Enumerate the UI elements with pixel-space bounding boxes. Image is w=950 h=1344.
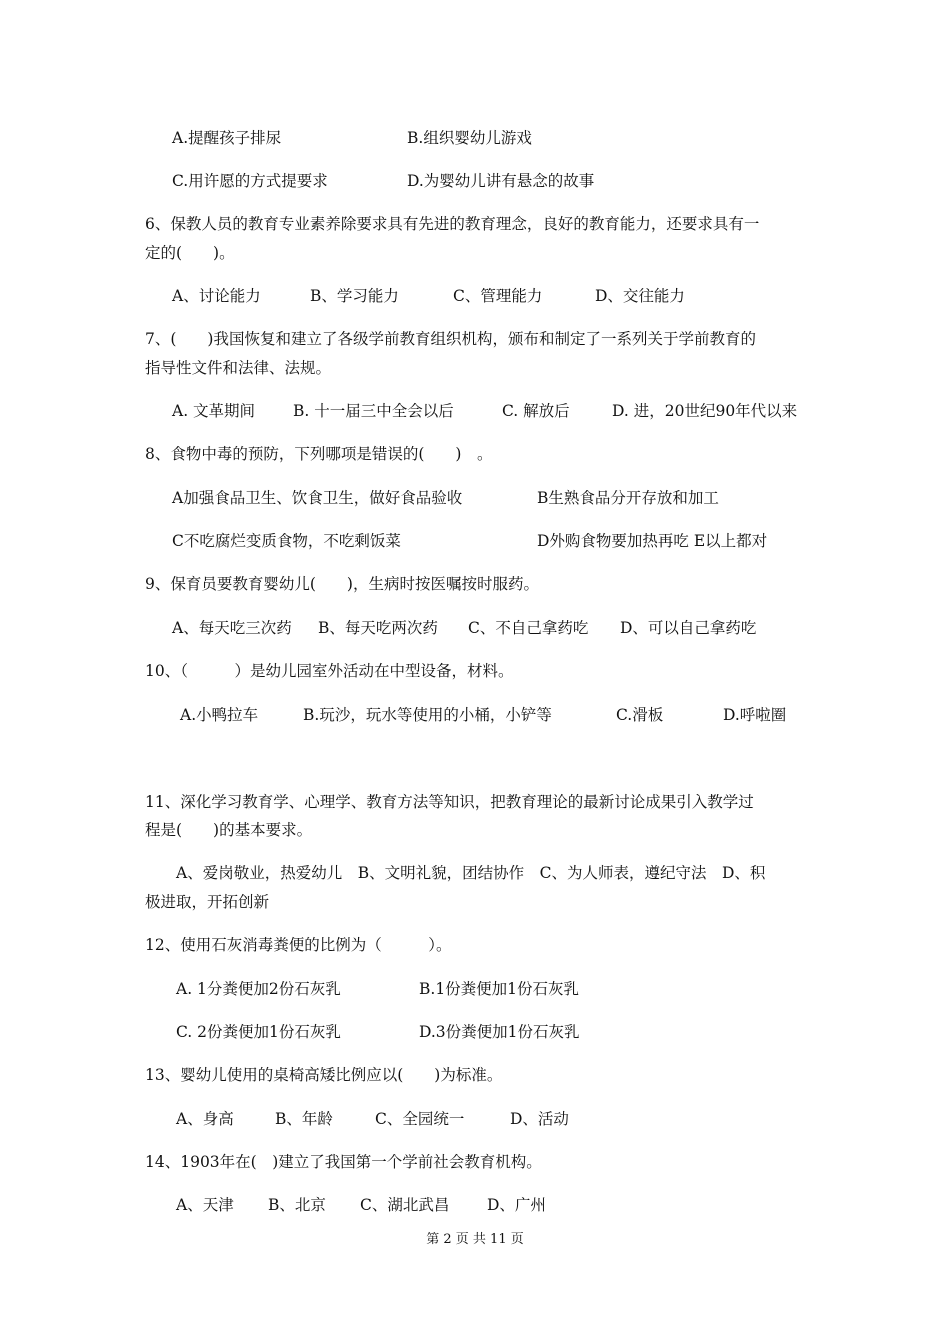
q10-question-line1: 10、（ ）是幼儿园室外活动在中型设备，材料。 <box>145 662 514 680</box>
q7-question-line2: 指导性文件和法律、法规。 <box>145 359 332 377</box>
q6-question-line2: 定的( )。 <box>145 244 235 262</box>
q9-option-d: D、可以自己拿药吃 <box>620 619 757 637</box>
page-footer: 第 2 页 共 11 页 <box>426 1232 524 1247</box>
q9-option-c: C、不自己拿药吃 <box>468 619 589 637</box>
q12-option-a: A. 1分粪便加2份石灰乳 <box>176 980 341 998</box>
q7-question-line1: 7、( )我国恢复和建立了各级学前教育组织机构，颁布和制定了一系列关于学前教育的 <box>145 330 756 348</box>
q8-option-c: C不吃腐烂变质食物，不吃剩饭菜 <box>172 532 401 550</box>
q12-question-line1: 12、使用石灰消毒粪便的比例为（ ）。 <box>145 936 452 954</box>
q6-option-d: D、交往能力 <box>595 287 685 305</box>
q14-question-line1: 14、1903年在( )建立了我国第一个学前社会教育机构。 <box>145 1153 542 1171</box>
q14-option-c: C、湖北武昌 <box>360 1196 450 1214</box>
q5-option-a: A.提醒孩子排尿 <box>172 129 282 147</box>
q9-question-line1: 9、保育员要教育婴幼儿( )，生病时按医嘱按时服药。 <box>145 575 539 593</box>
q14-option-b: B、北京 <box>268 1196 326 1214</box>
q13-option-a: A、身高 <box>176 1110 234 1128</box>
q11-options-line1: A、爱岗敬业，热爱幼儿 B、文明礼貌，团结协作 C、为人师表，遵纪守法 D、积 <box>176 864 766 882</box>
q5-option-b: B.组织婴幼儿游戏 <box>407 129 532 147</box>
q7-option-c: C. 解放后 <box>502 402 570 420</box>
q5-option-c: C.用许愿的方式提要求 <box>172 172 328 190</box>
q13-option-c: C、全园统一 <box>375 1110 465 1128</box>
q10-option-d: D.呼啦圈 <box>723 706 787 724</box>
q13-option-d: D、活动 <box>510 1110 569 1128</box>
q11-options-line2: 极进取，开拓创新 <box>145 893 270 911</box>
q8-option-a: A加强食品卫生、饮食卫生，做好食品验收 <box>172 489 463 507</box>
q12-option-b: B.1份粪便加1份石灰乳 <box>419 980 580 998</box>
q9-option-b: B、每天吃两次药 <box>318 619 438 637</box>
q13-question-line1: 13、婴幼儿使用的桌椅高矮比例应以( )为标准。 <box>145 1066 503 1084</box>
q14-option-a: A、天津 <box>176 1196 234 1214</box>
q9-option-a: A、每天吃三次药 <box>172 619 292 637</box>
q7-option-b: B. 十一届三中全会以后 <box>293 402 454 420</box>
q6-option-a: A、讨论能力 <box>172 287 261 305</box>
q6-option-c: C、管理能力 <box>453 287 543 305</box>
q13-option-b: B、年龄 <box>275 1110 333 1128</box>
q10-option-a: A.小鸭拉车 <box>180 706 259 724</box>
q11-question-line1: 11、深化学习教育学、心理学、教育方法等知识，把教育理论的最新讨论成果引入教学过 <box>145 793 754 811</box>
q10-option-c: C.滑板 <box>616 706 664 724</box>
q11-question-line2: 程是( )的基本要求。 <box>145 821 313 839</box>
q6-option-b: B、学习能力 <box>310 287 399 305</box>
q8-question-line1: 8、食物中毒的预防，下列哪项是错误的( ) 。 <box>145 445 493 463</box>
q6-question-line1: 6、保教人员的教育专业素养除要求具有先进的教育理念，良好的教育能力，还要求具有一 <box>145 215 760 233</box>
q12-option-d: D.3份粪便加1份石灰乳 <box>419 1023 580 1041</box>
q7-option-d: D. 进，20世纪90年代以来 <box>612 402 798 420</box>
q8-option-b: B生熟食品分开存放和加工 <box>537 489 719 507</box>
q5-option-d: D.为婴幼儿讲有悬念的故事 <box>407 172 595 190</box>
q12-option-c: C. 2份粪便加1份石灰乳 <box>176 1023 341 1041</box>
q7-option-a: A. 文革期间 <box>172 402 256 420</box>
q14-option-d: D、广州 <box>487 1196 546 1214</box>
q8-option-d: D外购食物要加热再吃 E以上都对 <box>537 532 768 550</box>
q10-option-b: B.玩沙，玩水等使用的小桶，小铲等 <box>303 706 552 724</box>
